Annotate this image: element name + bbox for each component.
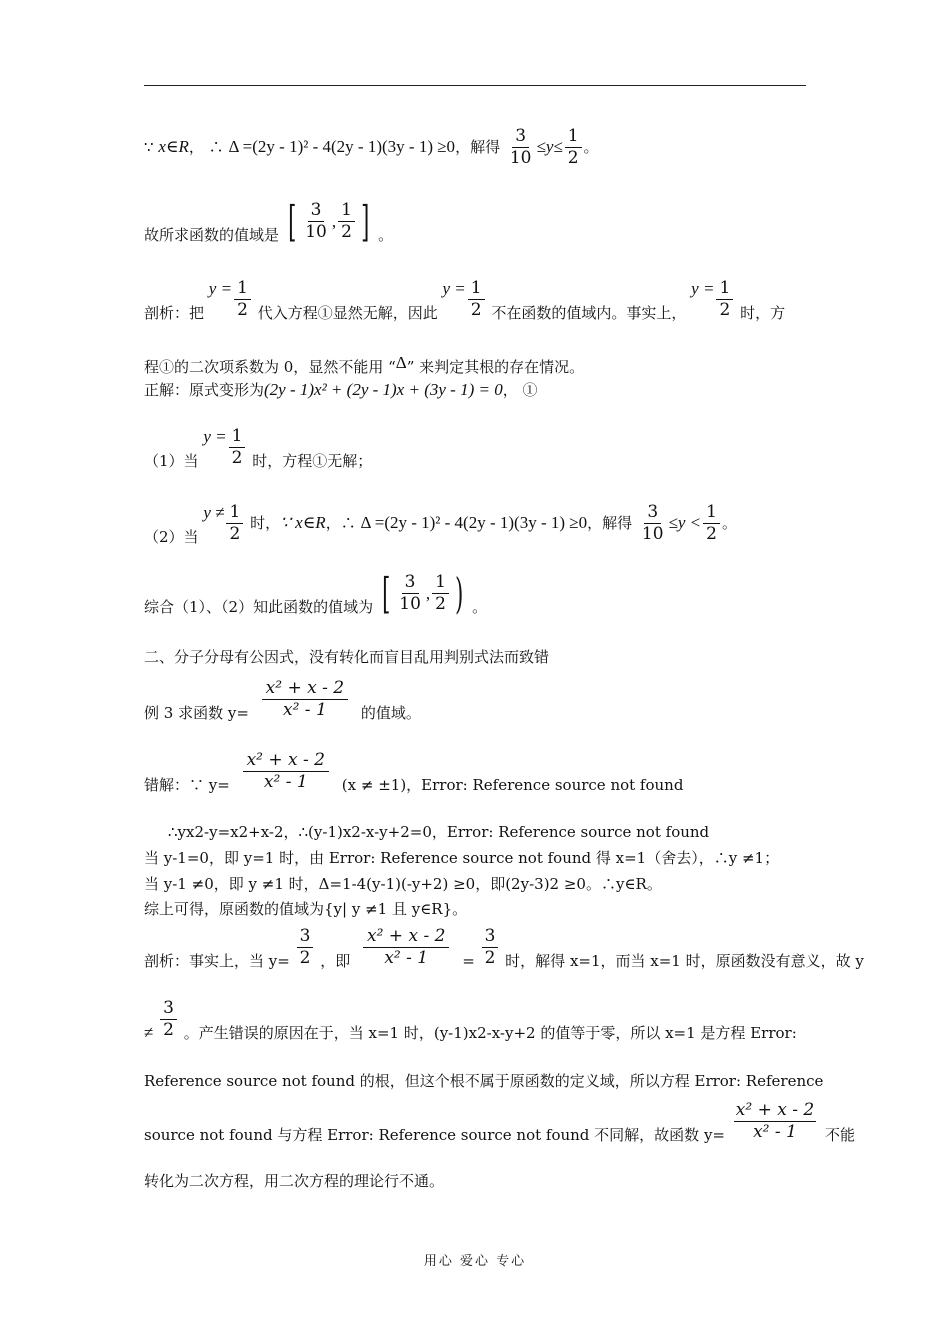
- line-19: source not found 与方程 Error: Reference source not found 不同解，故函数 y= $\frac{\text{x² + x - 2}}{\text{x² - 1}}$ 不能: [144, 1100, 855, 1144]
- line-14: 当 y-1 ≠0，即 y ≠1 时，Δ=1-4(y-1)(-y+2) ≥0，即(2y-3)2 ≥0。∴y∈R。: [144, 875, 662, 893]
- line-6: （1）当 y = $\frac{1}{2}$ 时，方程①无解；: [144, 426, 373, 470]
- fraction: $\frac{1}{2}$: [234, 278, 251, 322]
- line-20: 转化为二次方程，用二次方程的理论行不通。: [144, 1172, 445, 1190]
- interval: [ 3 10 , 1 2 ]: [287, 196, 370, 246]
- fraction: $\frac{1}{2}$: [565, 126, 582, 170]
- fraction: $\frac{\text{x² + x - 2}}{\text{x² - 1}}$: [363, 926, 449, 970]
- fraction: $\frac{\text{x² + x - 2}}{\text{x² - 1}}$: [262, 678, 348, 722]
- section-heading: 二、分子分母有公因式，没有转化而盲目乱用判别式法而致错: [144, 648, 550, 666]
- line-18: Reference source not found 的根，但这个根不属于原函数的定义域，所以方程 Error: Reference: [144, 1072, 824, 1090]
- fraction: $\frac{\text{x² + x - 2}}{\text{x² - 1}}$: [243, 750, 329, 794]
- fraction: 3 10: [399, 572, 421, 615]
- fraction: 3 10: [305, 200, 327, 243]
- fraction: $\frac{1}{2}$: [229, 426, 246, 470]
- fraction: $\frac{3}{2}$: [482, 926, 499, 970]
- fraction: $\frac{3}{10}$: [641, 502, 664, 545]
- fraction: $\frac{1}{2}$: [703, 502, 720, 546]
- fraction: 1 2: [432, 572, 449, 616]
- line-17: ≠ $\frac{3}{2}$ 。产生错误的原因在于，当 x=1 时，(y-1)x2-x-y+2 的值等于零，所以 x=1 是方程 Error:: [144, 998, 797, 1042]
- line-15: 综上可得，原函数的值域为{y| y ≠1 且 y∈R}。: [144, 900, 468, 918]
- fraction: 1 2: [338, 200, 355, 244]
- example-3: 例 3 求函数 y= $\frac{\text{x² + x - 2}}{\text{x² - 1}}$ 的值域。: [144, 678, 421, 722]
- fraction: $\frac{3}{10}$: [509, 126, 532, 169]
- line-7: （2）当 y ≠ $\frac{1}{2}$ 时，∵ x∈R，∴ Δ =(2y - 1)² - 4(2y - 1)(3y - 1) ≥0，解得 $\frac{3}{10}$ ≤y < $\frac{1}{2}$ 。: [144, 502, 737, 546]
- interval: [ 3 10 , 1 2 ): [381, 568, 464, 618]
- fraction: $\frac{\text{x² + x - 2}}{\text{x² - 1}}$: [735, 1100, 815, 1143]
- fraction: $\frac{3}{2}$: [160, 998, 177, 1042]
- fraction: $\frac{1}{2}$: [716, 278, 733, 322]
- line-12: ∴yx2-y=x2+x-2，∴(y-1)x2-x-y+2=0，Error: Reference source not found: [168, 823, 710, 841]
- fraction: $\frac{3}{2}$: [297, 926, 314, 970]
- line-2: 故所求函数的值域是 [ 3 10 , 1 2 ] 。: [144, 196, 394, 246]
- line-5: 正解：原式变形为(2y - 1)x² + (2y - 1)x + (3y - 1) = 0， ①: [144, 380, 538, 399]
- line-4: 程①的二次项系数为 0，显然不能用 “Δ” 来判定其根的存在情况。: [144, 353, 585, 376]
- line-1: ∵ x∈R， ∴ Δ =(2y - 1)² - 4(2y - 1)(3y - 1) ≥0，解得 $\frac{3}{10}$ ≤y≤ $\frac{1}{2}$ 。: [144, 126, 599, 169]
- line-13: 当 y-1=0，即 y=1 时，由 Error: Reference source not found 得 x=1（舍去），∴y ≠1；: [144, 849, 780, 867]
- line-8: 综合（1）、（2）知此函数的值域为 [ 3 10 , 1 2 ) 。: [144, 568, 488, 618]
- line-3: 剖析：把 y = $\frac{1}{2}$ 代入方程①显然无解，因此 y = $\frac{1}{2}$ 不在函数的值域内。事实上， y = $\frac{1}{2}$ 时，方: [144, 278, 786, 322]
- line-16: 剖析：事实上，当 y= $\frac{3}{2}$ ，即 $\frac{\text{x² + x - 2}}{\text{x² - 1}}$ = $\frac{3}{2}$ 时，解得 x=1，而当 x=1 时，原函数没有意义，故 y: [144, 926, 864, 970]
- page-footer: 用心 爱心 专心: [423, 1254, 527, 1269]
- fraction: $\frac{1}{2}$: [468, 278, 485, 322]
- line-11: 错解：∵ y= $\frac{\text{x² + x - 2}}{\text{x² - 1}}$ (x ≠ ±1)，Error: Reference source not found: [144, 750, 684, 794]
- header-rule: [144, 85, 806, 86]
- fraction: $\frac{1}{2}$: [226, 502, 243, 546]
